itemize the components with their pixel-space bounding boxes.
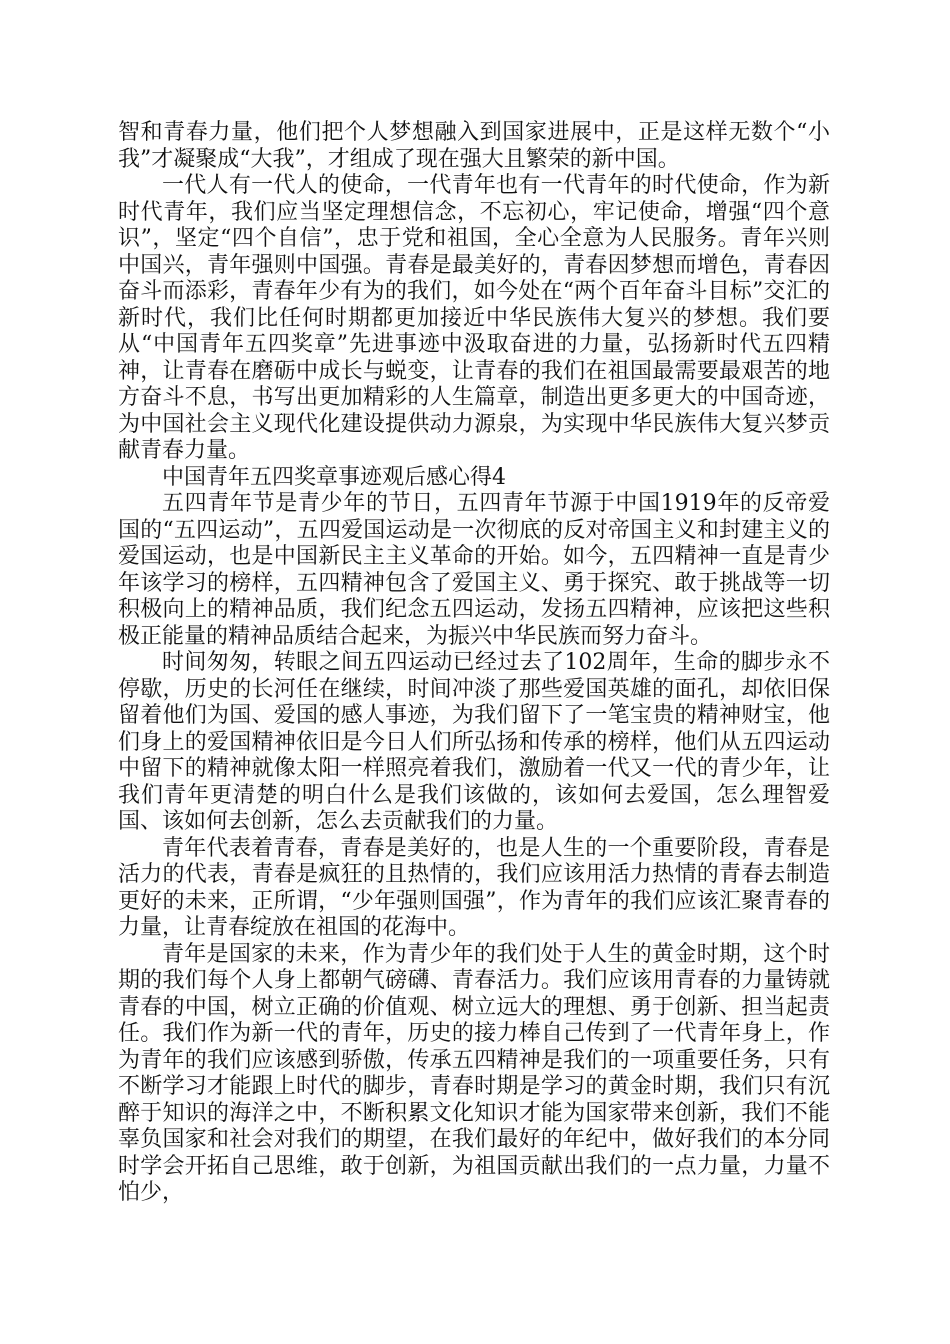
paragraph-5: 青年代表着青春，青春是美好的，也是人生的一个重要阶段，青春是活力的代表，青春是疯狂的且热情的，我们应该用活力热情的青春去制造更好的未来，正所谓，“少年强则国强”，作为青年的我们应该汇聚青春的力量，让青春绽放在祖国的花海中。 <box>118 835 830 940</box>
paragraph-2: 一代人有一代人的使命，一代青年也有一代青年的时代使命，作为新时代青年，我们应当坚定理想信念，不忘初心，牢记使命，增强“四个意识”，坚定“四个自信”，忠于党和祖国，全心全意为人民服务。青年兴则中国兴，青年强则中国强。青春是最美好的，青春因梦想而增色，青春因奋斗而添彩，青春年少有为的我们，如今处在“两个百年奋斗目标”交汇的新时代，我们比任何时期都更加接近中华民族伟大复兴的梦想。我们要从“中国青年五四奖章”先进事迹中汲取奋进的力量，弘扬新时代五四精神，让青春在磨砺中成长与蜕变，让青春的我们在祖国最需要最艰苦的地方奋斗不息，书写出更加精彩的人生篇章，制造出更多更大的中国奇迹，为中国社会主义现代化建设提供动力源泉，为实现中华民族伟大复兴梦贡献青春力量。 <box>118 173 830 463</box>
paragraph-6: 青年是国家的未来，作为青少年的我们处于人生的黄金时期，这个时期的我们每个人身上都朝气磅礴、青春活力。我们应该用青春的力量铸就青春的中国，树立正确的价值观、树立远大的理想、勇于创新、担当起责任。我们作为新一代的青年，历史的接力棒自己传到了一代青年身上，作为青年的我们应该感到骄傲，传承五四精神是我们的一项重要任务，只有不断学习才能跟上时代的脚步，青春时期是学习的黄金时期，我们只有沉醉于知识的海洋之中，不断积累文化知识才能为国家带来创新，我们不能辜负国家和社会对我们的期望，在我们最好的年纪中，做好我们的本分同时学会开拓自己思维，敢于创新，为祖国贡献出我们的一点力量，力量不怕少， <box>118 941 830 1205</box>
document-body <box>118 120 830 1207</box>
section-heading: 中国青年五四奖章事迹观后感心得4 <box>162 464 506 490</box>
paragraph-3: 五四青年节是青少年的节日，五四青年节源于中国1919年的反帝爱国的“五四运动”，五四爱国运动是一次彻底的反对帝国主义和封建主义的爱国运动，也是中国新民主主义革命的开始。如今，五四精神一直是青少年该学习的榜样，五四精神包含了爱国主义、勇于探究、敢于挑战等一切积极向上的精神品质，我们纪念五四运动，发扬五四精神，应该把这些积极正能量的精神品质结合起来，为振兴中华民族而努力奋斗。 <box>118 491 830 649</box>
paragraph-4: 时间匆匆，转眼之间五四运动已经过去了102周年，生命的脚步永不停歇，历史的长河任在继续，时间冲淡了那些爱国英雄的面孔，却依旧保留着他们为国、爱国的感人事迹，为我们留下了一笔宝贵的精神财宝，他们身上的爱国精神依旧是今日人们所弘扬和传承的榜样，他们从五四运动中留下的精神就像太阳一样照亮着我们，激励着一代又一代的青少年，让我们青年更清楚的明白什么是我们该做的，该如何去爱国，怎么理智爱国、该如何去创新，怎么去贡献我们的力量。 <box>118 650 830 834</box>
paragraph-1: 智和青春力量，他们把个人梦想融入到国家进展中，正是这样无数个“小我”才凝聚成“大我”，才组成了现在强大且繁荣的新中国。 <box>118 120 830 172</box>
